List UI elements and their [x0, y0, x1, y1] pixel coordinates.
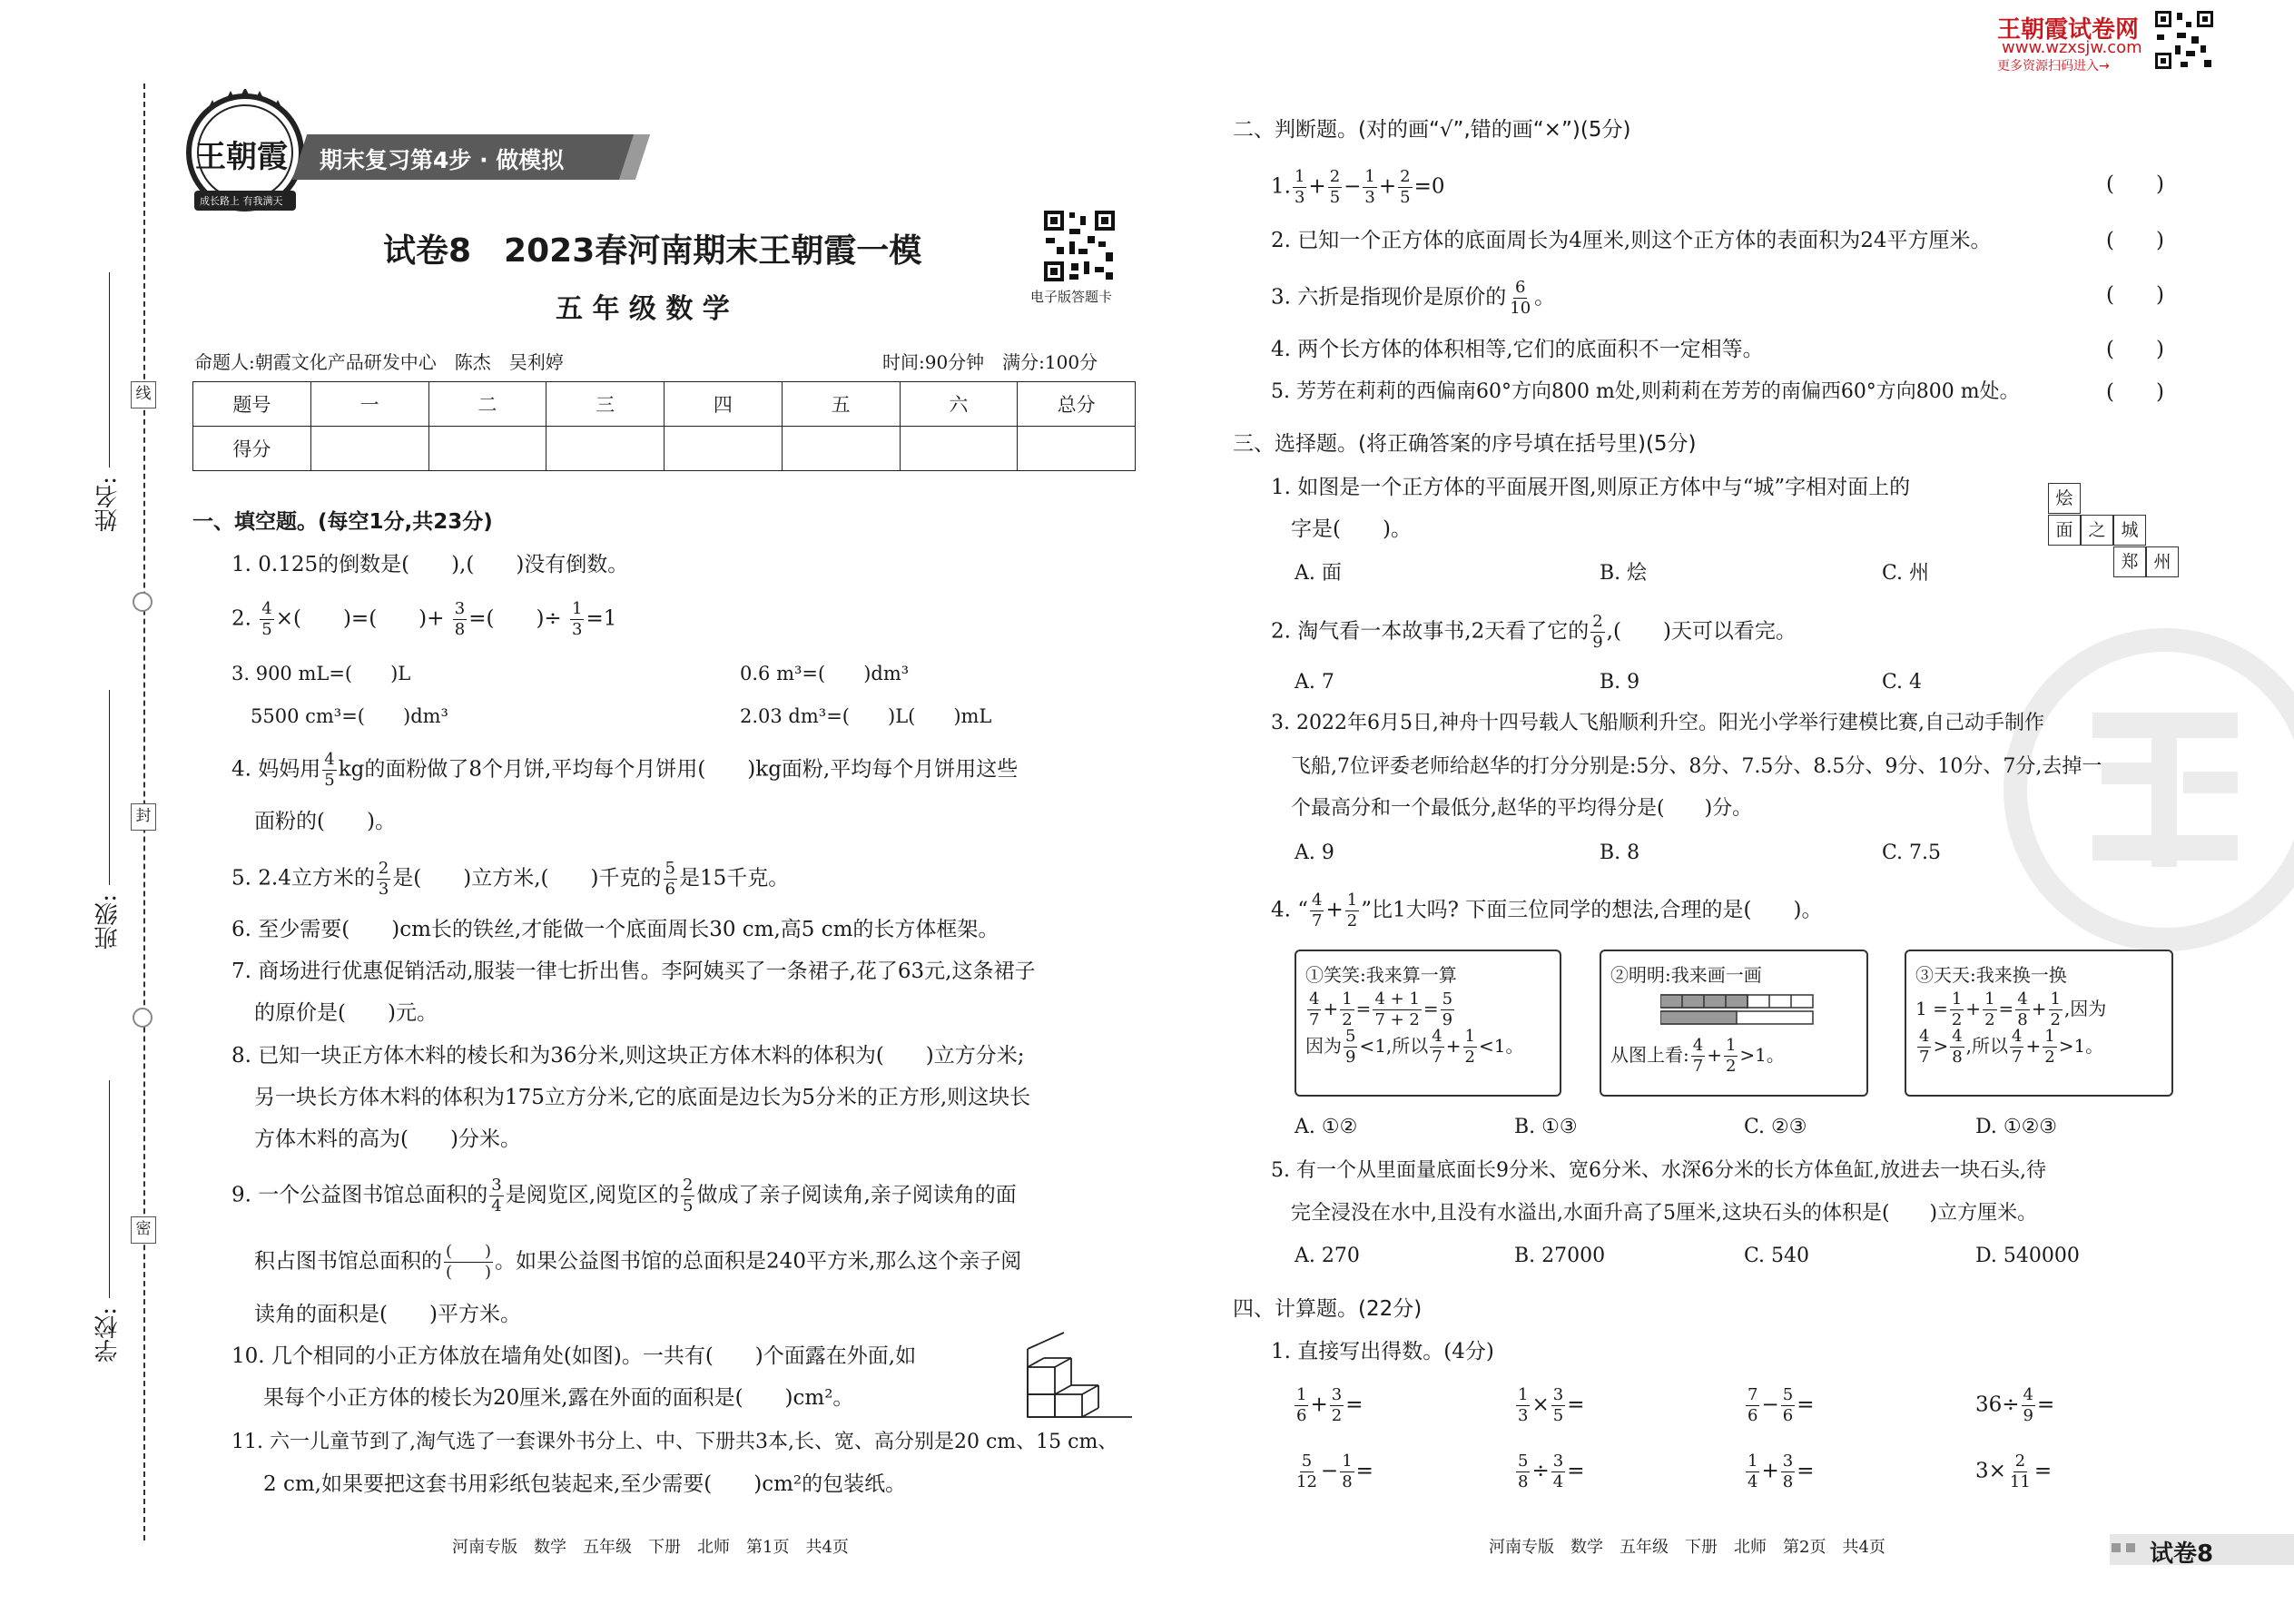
calc-eq: =	[1567, 1459, 1585, 1483]
logo-slogan: 成长路上 有我满天	[200, 195, 283, 207]
qr-code-brand[interactable]	[2153, 9, 2215, 71]
score-header: 五	[782, 382, 900, 427]
footer-tag: 试卷8	[2150, 1540, 2214, 1568]
fraction: $\frac{1}{3}$	[1294, 167, 1305, 207]
thought-box-tiantian	[1905, 950, 2173, 1097]
s1-q9-e: 。如果公益图书馆的总面积是240平方米,那么这个亲子阅	[495, 1249, 1022, 1274]
box3-because: ,因为	[2063, 998, 2107, 1019]
calc-op: −	[1320, 1459, 1339, 1483]
box1-so: <1,所以	[1359, 1035, 1429, 1057]
box2-title: ②明明:我来画一画	[1610, 964, 1762, 986]
fraction: $\frac{5}{6}$	[665, 859, 675, 899]
box2-end: >1。	[1739, 1044, 1785, 1066]
score-cell[interactable]	[310, 427, 428, 471]
s1-q4	[231, 752, 1018, 789]
calc-item-5[interactable]: $\frac{5}{12}$ − $\frac{1}{8}$ =	[1296, 1452, 1373, 1491]
calc-op: ×	[1531, 1393, 1550, 1417]
paper-subtitle: 五 年 级 数 学	[556, 293, 730, 325]
thought-box-mingming	[1600, 950, 1868, 1097]
calc-item-4[interactable]: 36÷ $\frac{4}{9}$ =	[1975, 1385, 2055, 1425]
calc-item-1[interactable]: $\frac{1}{6}$ + $\frac{3}{2}$ =	[1296, 1385, 1364, 1425]
qr-label: 电子版答题卡	[1030, 289, 1113, 305]
s1-q3c: 5500 cm³=( )dm³	[251, 705, 448, 727]
score-header: 四	[665, 382, 783, 427]
net-cell: 城	[2113, 515, 2146, 546]
box2-see: 从图上看:	[1610, 1044, 1689, 1066]
fraction: $\frac{2}{5}$	[1329, 167, 1341, 207]
fraction: $\frac{2}{5}$	[683, 1176, 694, 1216]
s1-q6: 6. 至少需要( )cm长的铁丝,才能做一个底面周长30 cm,高5 cm的长方体框架。	[231, 918, 999, 941]
s1-q9-line1	[231, 1177, 1017, 1215]
s1-q2-d: =1	[586, 606, 617, 631]
s3-q2-a: 2. 淘气看一本故事书,2天看了它的	[1271, 619, 1590, 644]
score-header: 二	[428, 382, 546, 427]
s1-q2-b: ×( )=( )+	[275, 606, 445, 631]
box1-eq: =	[1355, 998, 1372, 1019]
s1-q2-c: =( )÷	[468, 606, 562, 631]
s3-q5-opt-d[interactable]: D. 540000	[1975, 1245, 2080, 1267]
s2-q5-answer[interactable]: ( )	[2106, 380, 2164, 404]
class-label: 班级:	[94, 894, 122, 950]
s3-q5a: 5. 有一个从里面量底面长9分米、宽6分米、水深6分米的长方体鱼缸,放进去一块石头,待	[1271, 1159, 2046, 1182]
seal-char-seal: 封	[131, 803, 156, 831]
s1-q4-b: kg的面粉做了8个月饼,平均每个月饼用( )kg面粉,平均每个月饼用这些	[338, 757, 1019, 782]
fraction: $\frac{1}{3}$	[572, 599, 583, 639]
section4-title: 四、计算题。(22分)	[1233, 1297, 1423, 1321]
s3-q4	[1271, 892, 1823, 930]
score-header: 题号	[193, 382, 311, 427]
footer-right: 河南专版 数学 五年级 下册 北师 第2页 共4页	[1489, 1538, 1885, 1557]
s3-q3-opt-a[interactable]: A. 9	[1295, 842, 1334, 864]
fraction: $\frac{3}{4}$	[491, 1176, 502, 1216]
paper-title: 试卷8 2023春河南期末王朝霞一模	[383, 232, 922, 270]
s1-q9-b: 是阅览区,阅览区的	[505, 1183, 680, 1207]
s1-q9-d: 积占图书馆总面积的	[254, 1249, 442, 1274]
s4-q1: 1. 直接写出得数。(4分)	[1271, 1340, 1494, 1363]
score-header: 一	[310, 382, 428, 427]
s3-q1-opt-c[interactable]: C. 州	[1882, 562, 1930, 585]
s1-q11b: 2 cm,如果要把这套书用彩纸包装起来,至少需要( )cm²的包装纸。	[263, 1472, 907, 1496]
author-line: 命题人:朝霞文化产品研发中心 陈杰 吴利婷	[194, 351, 564, 373]
brand-name: 王朝霞试卷网	[1997, 16, 2140, 44]
fraction: $\frac{1}{2}$	[1346, 891, 1358, 930]
brand-tagline: 更多资源扫码进入→	[1997, 59, 2110, 74]
calc-op: 36÷	[1975, 1393, 2020, 1417]
s1-q4-c: 面粉的( )。	[254, 810, 396, 833]
calc-op: ÷	[1531, 1459, 1550, 1483]
footer-left: 河南专版 数学 五年级 下册 北师 第1页 共4页	[452, 1538, 849, 1557]
s3-q3c: 个最高分和一个最低分,赵华的平均得分是( )分。	[1291, 797, 1753, 820]
s3-q4-opt-a[interactable]: A. ①②	[1295, 1116, 1358, 1138]
box3-line2: $\frac{4}{7}$ > $\frac{4}{8}$ ,所以 $\frac{4}{7}$ + $\frac{1}{2}$ >1。	[1919, 1027, 2104, 1067]
box1-line1: $\frac{4}{7}$ + $\frac{1}{2}$ = $\frac{4 + 1}{7 + 2}$ = $\frac{5}{9}$	[1309, 989, 1453, 1029]
s1-q9-a: 9. 一个公益图书馆总面积的	[231, 1183, 488, 1207]
calc-item-3[interactable]: $\frac{7}{6}$ − $\frac{5}{6}$ =	[1748, 1385, 1815, 1425]
s1-q7a: 7. 商场进行优惠促销活动,服装一律七折出售。李阿姨买了一条裙子,花了63元,这条裙子	[231, 960, 1036, 983]
time-score-line: 时间:90分钟 满分:100分	[882, 351, 1098, 373]
fraction-bar-diagram	[1660, 991, 1851, 1028]
corner-cubes-figure	[1019, 1331, 1137, 1423]
s3-q4-opt-c[interactable]: C. ②③	[1744, 1116, 1807, 1138]
banner-step: 期末复习第4步 · 做模拟	[320, 147, 565, 173]
s2-q3	[1271, 280, 1555, 317]
s2-q1-c: −	[1344, 174, 1362, 199]
score-cell[interactable]	[900, 427, 1018, 471]
name-field[interactable]	[109, 272, 110, 468]
calc-op: +	[1310, 1393, 1328, 1417]
score-cell[interactable]	[665, 427, 783, 471]
s3-q1a: 1. 如图是一个正方体的平面展开图,则原正方体中与“城”字相对面上的	[1271, 476, 1911, 499]
s3-q5-opt-c[interactable]: C. 540	[1744, 1245, 1810, 1267]
fraction: $\frac{1}{3}$	[1364, 167, 1375, 207]
punch-hole	[133, 592, 153, 612]
score-table	[192, 381, 1136, 471]
s2-q1-b: +	[1308, 174, 1326, 199]
box1-because: 因为	[1305, 1035, 1342, 1057]
score-cell[interactable]	[546, 427, 665, 471]
brand-url[interactable]: www.wzxsjw.com	[2002, 38, 2142, 57]
footer-square	[2112, 1543, 2121, 1552]
fraction: $\frac{4}{7}$	[1312, 891, 1323, 930]
box3-one: 1 =	[1915, 998, 1948, 1019]
s2-q2-answer[interactable]: ( )	[2106, 229, 2164, 252]
net-cell: 州	[2146, 546, 2179, 577]
box2-line1: 从图上看: $\frac{4}{7}$ + $\frac{1}{2}$ >1。	[1610, 1036, 1785, 1076]
section1-title: 一、填空题。(每空1分,共23分)	[192, 510, 493, 534]
s3-q2-opt-c[interactable]: C. 4	[1882, 671, 1923, 694]
s2-q2: 2. 已知一个正方体的底面周长为4厘米,则这个正方体的表面积为24平方厘米。	[1271, 229, 1992, 252]
calc-eq: =	[2037, 1393, 2055, 1417]
s1-q7b: 的原价是( )元。	[254, 1001, 438, 1025]
net-cell: 烩	[2048, 483, 2081, 514]
s2-q3-b: 。	[1534, 285, 1556, 310]
name-label: 姓名:	[94, 477, 122, 532]
seal-char-line: 线	[131, 381, 156, 408]
s1-q3b: 0.6 m³=( )dm³	[740, 663, 910, 684]
s1-q9-c: 做成了亲子阅读角,亲子阅读角的面	[696, 1183, 1017, 1207]
s3-q1-opt-b[interactable]: B. 烩	[1600, 562, 1648, 585]
box3-so: ,所以	[1965, 1035, 2009, 1057]
s3-q3-opt-b[interactable]: B. 8	[1600, 842, 1640, 864]
s3-q4-a: 4. “	[1271, 898, 1309, 922]
class-field[interactable]	[109, 690, 110, 885]
s3-q3a: 3. 2022年6月5日,神舟十四号载人飞船顺利升空。阳光小学举行建模比赛,自己动手制作	[1271, 712, 2044, 734]
score-cell[interactable]	[428, 427, 546, 471]
calc-item-2[interactable]: $\frac{1}{3}$ × $\frac{3}{5}$ =	[1518, 1385, 1585, 1425]
s3-q1b: 字是( )。	[1291, 517, 1412, 541]
score-header: 总分	[1018, 382, 1136, 427]
s1-q8b: 另一块长方体木料的体积为175立方分米,它的底面是边长为5分米的正方形,则这块长	[254, 1086, 1031, 1109]
s3-q5-opt-b[interactable]: B. 27000	[1514, 1245, 1606, 1267]
s1-q8a: 8. 已知一块正方体木料的棱长和为36分米,则这块正方体木料的体积为( )立方分米;	[231, 1044, 1025, 1068]
calc-eq: =	[1567, 1393, 1585, 1417]
qr-code-answer[interactable]	[1042, 209, 1117, 283]
calc-op: −	[1761, 1393, 1779, 1417]
s1-q9-f: 读角的面积是( )平方米。	[254, 1303, 521, 1326]
s1-q11a: 11. 六一儿童节到了,淘气选了一套课外书分上、中、下册共3本,长、宽、高分别是20 cm、15 cm、	[231, 1431, 1118, 1453]
fraction: $\frac{3}{8}$	[454, 599, 466, 639]
net-cell: 面	[2048, 515, 2081, 546]
section2-title: 二、判断题。(对的画“√”,错的画“×”)(5分)	[1233, 118, 1631, 142]
calc-eq: =	[2033, 1459, 2053, 1483]
calc-eq: =	[1797, 1459, 1815, 1483]
calc-item-8[interactable]: 3× $\frac{2}{11}$ =	[1975, 1452, 2053, 1491]
s1-q2	[231, 601, 616, 638]
s3-q2-opt-b[interactable]: B. 9	[1600, 671, 1640, 694]
fraction: $\frac{4}{5}$	[261, 599, 272, 639]
s3-q2-b: ,( )天可以看完。	[1606, 619, 1797, 644]
score-row-label: 得分	[193, 427, 311, 471]
s3-q4-c: ”比1大吗? 下面三位同学的想法,合理的是( )。	[1361, 898, 1823, 922]
fraction: $\frac{2}{3}$	[378, 859, 389, 899]
fraction: $\frac{2}{9}$	[1592, 612, 1603, 652]
footer-square	[2126, 1543, 2135, 1552]
s1-q10a: 10. 几个相同的小正方体放在墙角处(如图)。一共有( )个面露在外面,如	[231, 1344, 917, 1368]
score-cell[interactable]	[782, 427, 900, 471]
s2-q4-answer[interactable]: ( )	[2106, 338, 2164, 361]
s1-q10b: 果每个小正方体的棱长为20厘米,露在外面的面积是( )cm²。	[263, 1386, 854, 1410]
box3-title: ③天天:我来换一换	[1915, 964, 2067, 986]
s2-q1-a: 1.	[1271, 174, 1291, 199]
s3-q2-opt-a[interactable]: A. 7	[1295, 671, 1334, 694]
s2-q5: 5. 芳芳在莉莉的西偏南60°方向800 m处,则莉莉在芳芳的南偏西60°方向800 m处。	[1271, 380, 2020, 403]
s1-q1: 1. 0.125的倒数是( ),( )没有倒数。	[231, 553, 629, 576]
s3-q2	[1271, 614, 1797, 651]
s3-q4-opt-d[interactable]: D. ①②③	[1975, 1116, 2058, 1138]
calc-eq: =	[1345, 1393, 1364, 1417]
school-field[interactable]	[109, 1080, 110, 1298]
s2-q1-answer[interactable]: ( )	[2106, 172, 2164, 196]
fraction: $\frac{6}{10}$	[1510, 278, 1531, 318]
seal-char-secret: 密	[131, 1216, 156, 1244]
s1-q9-line2	[254, 1244, 1021, 1281]
calc-eq: =	[1797, 1393, 1815, 1417]
net-cell: 之	[2081, 515, 2113, 546]
s1-q4-a: 4. 妈妈用	[231, 757, 321, 782]
box1-line2: 因为 $\frac{5}{9}$ <1,所以 $\frac{4}{7}$ + $\frac{1}{2}$ <1。	[1305, 1027, 1524, 1067]
s3-q5b: 完全浸没在水中,且没有水溢出,水面升高了5厘米,这块石头的体积是( )立方厘米。	[1291, 1202, 2038, 1225]
s2-q3-answer[interactable]: ( )	[2106, 283, 2164, 307]
s2-q1	[1271, 169, 1445, 206]
s1-q5-c: 是15千克。	[678, 866, 790, 891]
s2-q4: 4. 两个长方体的体积相等,它们的底面积不一定相等。	[1271, 338, 1764, 361]
logo-text: 王朝霞	[195, 139, 288, 175]
box1-title: ①笑笑:我来算一算	[1305, 964, 1457, 986]
s1-q3a: 3. 900 mL=( )L	[231, 663, 411, 684]
section3-title: 三、选择题。(将正确答案的序号填在括号里)(5分)	[1233, 432, 1697, 456]
s1-q5-b: 是( )立方米,( )千克的	[392, 866, 662, 891]
thought-box-xiaoxiao	[1295, 950, 1561, 1097]
fraction: $\frac{2}{5}$	[1400, 167, 1411, 207]
calc-item-7[interactable]: $\frac{1}{4}$ + $\frac{3}{8}$ =	[1748, 1452, 1815, 1491]
s3-q3-opt-c[interactable]: C. 7.5	[1882, 842, 1942, 864]
score-header: 六	[900, 382, 1018, 427]
s3-q1-opt-a[interactable]: A. 面	[1295, 562, 1342, 585]
s1-q8c: 方体木料的高为( )分米。	[254, 1127, 521, 1151]
s3-q3b: 飞船,7位评委老师给赵华的打分分别是:5分、8分、7.5分、8.5分、9分、10分、7分,去掉一	[1291, 755, 2102, 778]
box1-end: <1。	[1478, 1035, 1524, 1057]
s1-q3d: 2.03 dm³=( )L( )mL	[740, 705, 992, 727]
s1-q5-a: 5. 2.4立方米的	[231, 866, 375, 891]
fraction-blank[interactable]: ( ) ( )	[446, 1242, 492, 1282]
box3-line1: 1 = $\frac{1}{2}$ + $\frac{1}{2}$ = $\frac{4}{8}$ + $\frac{1}{2}$ ,因为	[1915, 989, 2107, 1029]
s2-q3-a: 3. 六折是指现价是原价的	[1271, 285, 1507, 310]
s2-q1-e: =0	[1413, 174, 1445, 199]
calc-op: +	[1761, 1459, 1779, 1483]
fraction: $\frac{4}{5}$	[324, 750, 335, 790]
calc-op: 3×	[1975, 1459, 2006, 1483]
s3-q5-opt-a[interactable]: A. 270	[1295, 1245, 1360, 1267]
school-label: 学校:	[94, 1307, 122, 1363]
s1-q5	[231, 861, 789, 898]
s1-q2-a: 2.	[231, 606, 251, 631]
box3-end: >1。	[2058, 1035, 2104, 1057]
score-cell[interactable]	[1018, 427, 1136, 471]
calc-item-6[interactable]: $\frac{5}{8}$ ÷ $\frac{3}{4}$ =	[1518, 1452, 1585, 1491]
punch-hole	[133, 1008, 153, 1028]
s2-q1-d: +	[1378, 174, 1397, 199]
score-header: 三	[546, 382, 665, 427]
s3-q4-opt-b[interactable]: B. ①③	[1514, 1116, 1578, 1138]
s3-q4-b: +	[1325, 898, 1344, 922]
calc-eq: =	[1355, 1459, 1373, 1483]
watermark-logo	[1993, 626, 2294, 953]
net-cell: 郑	[2113, 546, 2146, 577]
